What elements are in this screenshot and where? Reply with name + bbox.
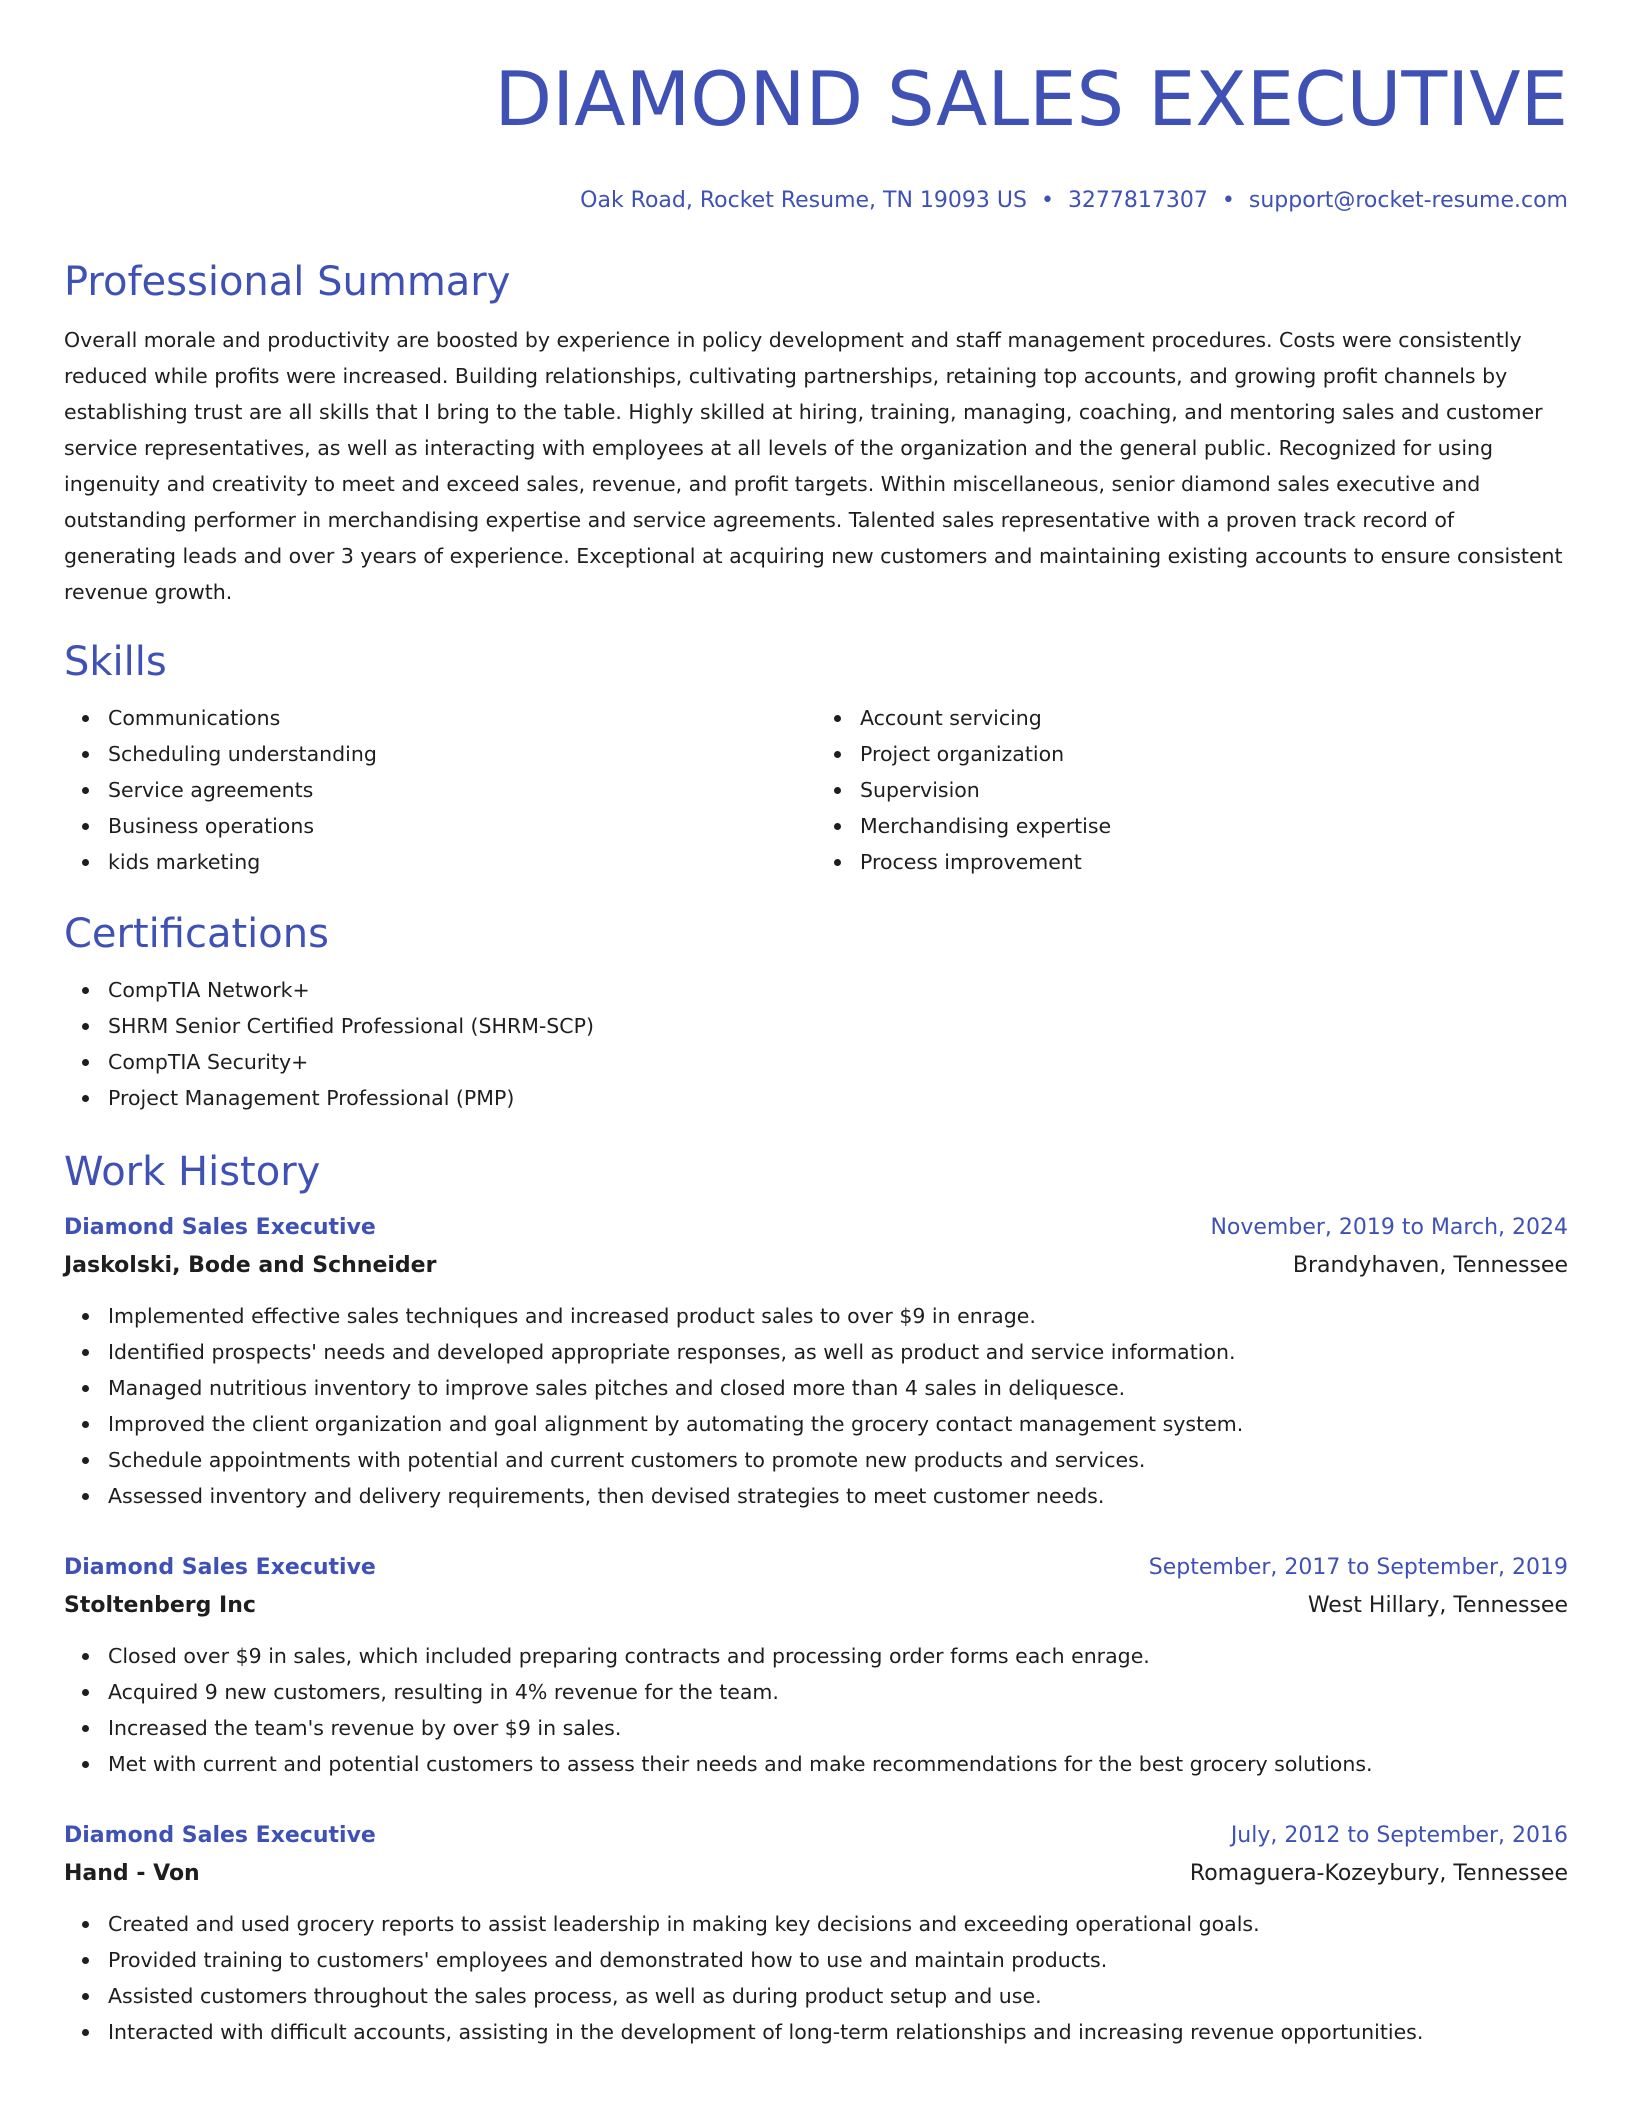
skills-list-right bbox=[816, 700, 1568, 880]
skill-item: kids marketing bbox=[108, 844, 816, 880]
job-title: Diamond Sales Executive bbox=[64, 1555, 376, 1580]
contact-email[interactable]: support@rocket-resume.com bbox=[1248, 188, 1568, 213]
resume-page bbox=[64, 0, 1568, 2050]
certification-item: SHRM Senior Certified Professional (SHRM-SCP) bbox=[108, 1008, 1568, 1044]
job-company-row bbox=[64, 1584, 1568, 1624]
job-company: Stoltenberg Inc bbox=[64, 1593, 256, 1618]
job-bullet: Improved the client organization and goal alignment by automating the grocery contact management system. bbox=[108, 1406, 1568, 1442]
job-bullet: Assessed inventory and delivery requirements, then devised strategies to meet customer needs. bbox=[108, 1478, 1568, 1514]
job-bullet: Identified prospects' needs and developed appropriate responses, as well as product and service information. bbox=[108, 1334, 1568, 1370]
skill-item: Supervision bbox=[860, 772, 1568, 808]
job-bullet: Managed nutritious inventory to improve sales pitches and closed more than 4 sales in deliquesce. bbox=[108, 1370, 1568, 1406]
contact-phone[interactable]: 3277817307 bbox=[1067, 188, 1208, 213]
skill-item: Service agreements bbox=[108, 772, 816, 808]
job-bullet: Increased the team's revenue by over $9 in sales. bbox=[108, 1710, 1568, 1746]
job-location: Brandyhaven, Tennessee bbox=[1292, 1253, 1568, 1278]
job-company-row bbox=[64, 1852, 1568, 1892]
contact-separator: • bbox=[1221, 188, 1235, 213]
skill-item: Communications bbox=[108, 700, 816, 736]
job-entry bbox=[64, 1820, 1568, 2050]
job-entry bbox=[64, 1212, 1568, 1514]
job-bullets bbox=[64, 1298, 1568, 1514]
job-location: West Hillary, Tennessee bbox=[1307, 1593, 1568, 1618]
skills-columns bbox=[64, 700, 1568, 880]
skills-heading: Skills bbox=[64, 639, 167, 685]
job-bullet: Closed over $9 in sales, which included preparing contracts and processing order forms each enrage. bbox=[108, 1638, 1568, 1674]
job-header-row bbox=[64, 1212, 1568, 1244]
job-bullet: Schedule appointments with potential and current customers to promote new products and services. bbox=[108, 1442, 1568, 1478]
job-bullets bbox=[64, 1638, 1568, 1782]
job-title: Diamond Sales Executive bbox=[64, 1215, 376, 1240]
certification-item: CompTIA Security+ bbox=[108, 1044, 1568, 1080]
job-bullet: Acquired 9 new customers, resulting in 4% revenue for the team. bbox=[108, 1674, 1568, 1710]
job-bullet: Assisted customers throughout the sales process, as well as during product setup and use. bbox=[108, 1978, 1568, 2014]
certifications-heading: Certifications bbox=[64, 911, 329, 957]
skill-item: Business operations bbox=[108, 808, 816, 844]
contact-line bbox=[64, 186, 1568, 216]
job-bullet: Interacted with difficult accounts, assisting in the development of long-term relationships and increasing revenue opportunities. bbox=[108, 2014, 1568, 2050]
skill-item: Account servicing bbox=[860, 700, 1568, 736]
skill-item: Merchandising expertise bbox=[860, 808, 1568, 844]
contact-separator: • bbox=[1040, 188, 1054, 213]
work-history-heading: Work History bbox=[64, 1149, 321, 1195]
certification-item: CompTIA Network+ bbox=[108, 972, 1568, 1008]
skill-item: Scheduling understanding bbox=[108, 736, 816, 772]
job-bullet: Met with current and potential customers to assess their needs and make recommendations for the best grocery solutions. bbox=[108, 1746, 1568, 1782]
certification-item: Project Management Professional (PMP) bbox=[108, 1080, 1568, 1116]
resume-title: DIAMOND SALES EXECUTIVE bbox=[494, 55, 1568, 143]
job-dates: July, 2012 to September, 2016 bbox=[1230, 1823, 1568, 1848]
job-entry bbox=[64, 1552, 1568, 1782]
job-title: Diamond Sales Executive bbox=[64, 1823, 376, 1848]
job-location: Romaguera-Kozeybury, Tennessee bbox=[1189, 1861, 1568, 1886]
job-dates: September, 2017 to September, 2019 bbox=[1148, 1555, 1568, 1580]
job-dates: November, 2019 to March, 2024 bbox=[1210, 1215, 1568, 1240]
summary-heading: Professional Summary bbox=[64, 259, 511, 305]
job-bullet: Created and used grocery reports to assist leadership in making key decisions and exceeding operational goals. bbox=[108, 1906, 1568, 1942]
contact-address: Oak Road, Rocket Resume, TN 19093 US bbox=[580, 188, 1027, 213]
job-company: Jaskolski, Bode and Schneider bbox=[64, 1253, 437, 1278]
skill-item: Project organization bbox=[860, 736, 1568, 772]
job-header-row bbox=[64, 1820, 1568, 1852]
job-company: Hand - Von bbox=[64, 1861, 200, 1886]
job-bullet: Provided training to customers' employees and demonstrated how to use and maintain products. bbox=[108, 1942, 1568, 1978]
job-header-row bbox=[64, 1552, 1568, 1584]
skill-item: Process improvement bbox=[860, 844, 1568, 880]
job-company-row bbox=[64, 1244, 1568, 1284]
summary-text: Overall morale and productivity are boosted by experience in policy development and staff management procedures. Costs were consistently reduced while profits were increased. Building relationships, cultivating partnerships, retaining top accounts, and growing profit channels by establishing trust are all skills that I bring to the table. Highly skilled at hiring, training, managing, coaching, and mentoring sales and customer service representatives, as well as interacting with employees at all levels of the organization and the general public. Recognized for using ingenuity and creativity to meet and exceed sales, revenue, and profit targets. Within miscellaneous, senior diamond sales executive and outstanding performer in merchandising expertise and service agreements. Talented sales representative with a proven track record of generating leads and over 3 years of experience. Exceptional at acquiring new customers and maintaining existing accounts to ensure consistent revenue growth. bbox=[64, 328, 1563, 604]
job-bullet: Implemented effective sales techniques and increased product sales to over $9 in enrage. bbox=[108, 1298, 1568, 1334]
skills-list-left bbox=[64, 700, 816, 880]
certifications-list bbox=[64, 972, 1568, 1116]
job-bullets bbox=[64, 1906, 1568, 2050]
